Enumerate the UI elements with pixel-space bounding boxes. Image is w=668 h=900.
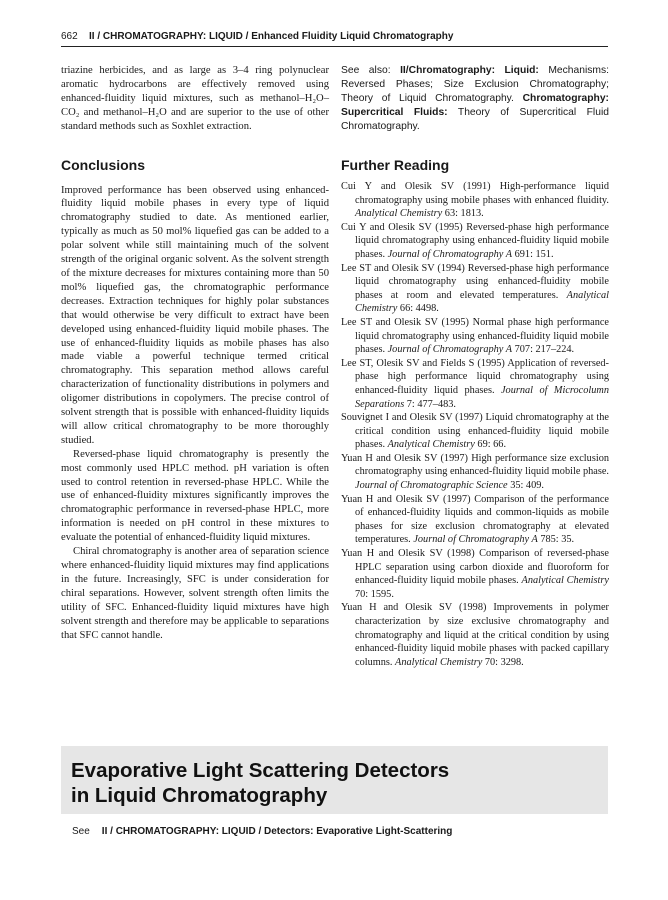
reference-item: Yuan H and Olesik SV (1998) Improvements in polymer characterization by size exclusive chromatography and chromatography and liquid at the critical condition by using enhanced-fluidity liquid mobile phases with packed capillary columns. Analytical Chemistry 70: 3298. (341, 602, 609, 668)
reference-item: Yuan H and Olesik SV (1997) Comparison of the performance of enhanced-fluidity liquids and common-liquids as mobile phases for size exclusion chromatography at elevated temperatures. Journal of Chromatography A 785: 35. (341, 493, 609, 546)
see-label: See (72, 826, 90, 837)
conclusions-paragraph-2: Reversed-phase liquid chromatography is presently the most commonly used HPLC method. pH variation is often used to control retention in reversed-phase HPLC. While the use of enhanced-fluidity mixtures significantly improves the chromatographic performance in reversed-phase HPLC, more information is needed on pH control in these mixtures to evaluate the potential of enhanced-fluidity liquid mixtures. (61, 448, 329, 544)
see-also-link-1[interactable]: II/Chromatography: Liquid: (400, 65, 539, 76)
reference-item: Lee ST and Olesik SV (1995) Normal phase high performance liquid chromatography using enhanced-fluidity liquid mobile phases. Journal of Chromatography A 707: 217–224. (341, 316, 609, 356)
running-title: II / CHROMATOGRAPHY: LIQUID / Enhanced Fluidity Liquid Chromatography (89, 31, 454, 42)
conclusions-paragraph-3: Chiral chromatography is another area of separation science where enhanced-fluidity liquid mixtures may find applications in the future. Increasingly, SFC is under consideration for chiral separations. However, solvent strength often limits the utility of SFC. Enhanced-fluidity liquid mixtures have high solvent strength and therefore may be applicable to separations that SFC cannot handle. (61, 546, 329, 641)
reference-item: Lee ST and Olesik SV (1994) Reversed-phase high performance liquid chromatography using enhanced-fluidity mobile phases at room and elevated temperatures. Analytical Chemistry 66: 4498. (341, 262, 609, 315)
reference-item: Lee ST, Olesik SV and Fields S (1995) Application of reversed-phase high performance liquid chromatography using enhanced-fluidity liquid phases. Journal of Microcolumn Separations 7: 477–483. (341, 357, 609, 410)
reference-item: Cui Y and Olesik SV (1995) Reversed-phase high performance liquid chromatography using enhanced-fluidity liquid mobile phases. Journal of Chromatography A 691: 151. (341, 221, 609, 260)
see-also-label: See also: (341, 65, 391, 76)
next-article-banner (61, 746, 608, 814)
intro-paragraph: triazine herbicides, and as large as 3–4 ring polynuclear aromatic hydrocarbons are effectively removed using enhanced-fluidity liquid mixtures, such as methanol–H₂O–CO₂ and methanol–H₂O and are superior to the use of other standard methods such as Soxhlet extraction. (61, 65, 329, 132)
see-also-text-2[interactable]: Theory of Supercritical Fluid Chromatography. (341, 107, 609, 132)
see-also-link-2[interactable]: Chromatography: Supercritical Fluids: (341, 93, 609, 118)
next-article-title-line-2: in Liquid Chromatography (71, 784, 328, 807)
left-column (61, 64, 329, 642)
reference-item: Yuan H and Olesik SV (1998) Comparison of reversed-phase HPLC separation using carbon dioxide and fluoroform for enhanced-fluidity liquid mobile phases. Analytical Chemistry 70: 1595. (341, 548, 609, 600)
reference-item: Cui Y and Olesik SV (1991) High-performance liquid chromatography using mobile phases with enhanced fluidity. Analytical Chemistry 63: 1813. (341, 181, 609, 220)
see-also-text-1[interactable]: Mechanisms: Reversed Phases; Size Exclusion Chromatography; Theory of Liquid Chromatography. (341, 65, 609, 104)
page-number: 662 (61, 31, 78, 42)
conclusions-paragraph-1: Improved performance has been observed using enhanced-fluidity liquid mobile phases in every type of liquid chromatography studied to date. As mentioned earlier, typically as much as 50 mol% liquefied gas can be added to a polar solvent while still maintaining much of the solvent strength of the original organic solvent. As the solvent strength of the mixture decreases for mixtures containing more than 50 mol% liquefied gas, the chromatographic performance decreases. Extraction techniques for highly polar substances that would otherwise be very difficult to extract have been developed using enhanced-fluidity liquid mobile phases. The use of enhanced-fluidity liquids as mobile phases has also made viable a powerful technique termed critical chromatography. This separation method allows careful characterization of functionality distributions in polymers and oligomer distributions in copolymers. The precise control of solvent strength that is possible with enhanced-fluidity liquids will allow critical chromatography to be more thoroughly studied. (61, 184, 329, 446)
see-target-link[interactable]: II / CHROMATOGRAPHY: LIQUID / Detectors: Evaporative Light-Scattering (101, 826, 453, 837)
further-reading-heading: Further Reading (341, 157, 450, 173)
see-also (341, 64, 609, 134)
next-article-see (72, 825, 612, 839)
right-column (341, 64, 609, 669)
running-head (61, 28, 608, 47)
reference-list (341, 180, 609, 669)
conclusions-heading: Conclusions (61, 156, 146, 173)
reference-item: Yuan H and Olesik SV (1997) High performance size exclusion chromatography using enhanced-fluidity liquid mobile phase. Journal of Chromatographic Science 35: 409. (341, 452, 609, 492)
next-article-title-line-1: Evaporative Light Scattering Detectors (71, 759, 450, 782)
reference-item: Souvignet I and Olesik SV (1997) Liquid chromatography at the critical condition using enhanced-fluidity liquid mobile phases. Analytical Chemistry 69: 66. (341, 412, 609, 451)
